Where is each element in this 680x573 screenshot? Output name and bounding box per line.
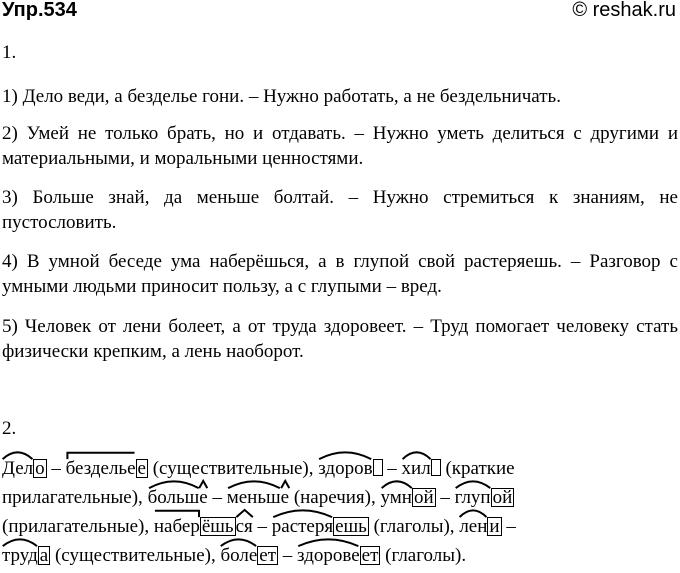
- word-khil: хил: [402, 454, 431, 483]
- suffix-menshe: е: [281, 483, 289, 512]
- source-label: © reshak.ru: [572, 0, 676, 21]
- proverb-item-5: 5) Человек от лени болеет, а от труда здоровеет. – Труд помогает человеку стать физически крепким, а лень наоборот.: [2, 316, 678, 362]
- ending-box: е: [137, 458, 146, 479]
- part1-number: 1.: [2, 42, 17, 63]
- word-glupoy: глуп: [455, 483, 491, 512]
- proverb-item-1: 1) Дело веди, а безделье гони. – Нужно работать, а не бездельничать.: [2, 86, 561, 107]
- ending-box: ой: [492, 487, 513, 508]
- ending-box: ой: [413, 487, 434, 508]
- morpheme-analysis: Дел о – безделье е (существительные), здоров – хил (краткие прилагательные), больш е – меньш е (наречия), умн ой – глуп ой (прилагательные), набер ёшь ся – растеря ешь (глаголы), лен и – труд а (существительные), боле ет – здорове ет (глаголы).: [2, 454, 680, 570]
- ending-box: а: [39, 545, 49, 566]
- part2-number: 2.: [2, 418, 17, 439]
- ending-box: ёшь: [201, 516, 234, 537]
- word-menshe: меньш: [227, 483, 281, 512]
- word-truda: труд: [2, 541, 38, 570]
- ending-box: о: [35, 458, 45, 479]
- proverb-item-2: 2) Умей не только брать, но и отдавать. – Нужно уметь делиться с другими и материальными, и моральными ценностями.: [2, 123, 678, 169]
- word-zdorov: здоров: [318, 454, 372, 483]
- postfix-sya: ся: [236, 512, 253, 541]
- ending-box: ет: [361, 545, 379, 566]
- word-zdoroveet: здорове: [297, 541, 360, 570]
- word-leni: лен: [459, 512, 487, 541]
- ending-box: ет: [259, 545, 277, 566]
- empty-ending-box: [373, 459, 383, 476]
- word-delo: Дел: [2, 454, 33, 483]
- proverb-item-3: 3) Больше знай, да меньше болтай. – Нужно стремиться к знаниям, не пустословить.: [2, 187, 678, 233]
- empty-ending-box: [431, 459, 441, 476]
- ending-box: ешь: [335, 516, 367, 537]
- word-bolshe: больш: [148, 483, 200, 512]
- word-boleet: боле: [220, 541, 257, 570]
- word-umnoy: умн: [381, 483, 412, 512]
- prefix-naber: набер: [154, 512, 200, 541]
- suffix-bolshe: е: [199, 483, 207, 512]
- word-rasteryaesh: растеря: [272, 512, 333, 541]
- proverb-item-4: 4) В умной беседе ума наберёшься, а в глупой свой растеряешь. – Разговор с умными людьми приносит пользу, а с глупыми – вред.: [2, 251, 678, 297]
- page-header: [0, 0, 680, 30]
- word-bezdelye: безделье: [66, 454, 136, 483]
- exercise-title: Упр.534: [2, 0, 77, 21]
- ending-box: и: [489, 516, 500, 537]
